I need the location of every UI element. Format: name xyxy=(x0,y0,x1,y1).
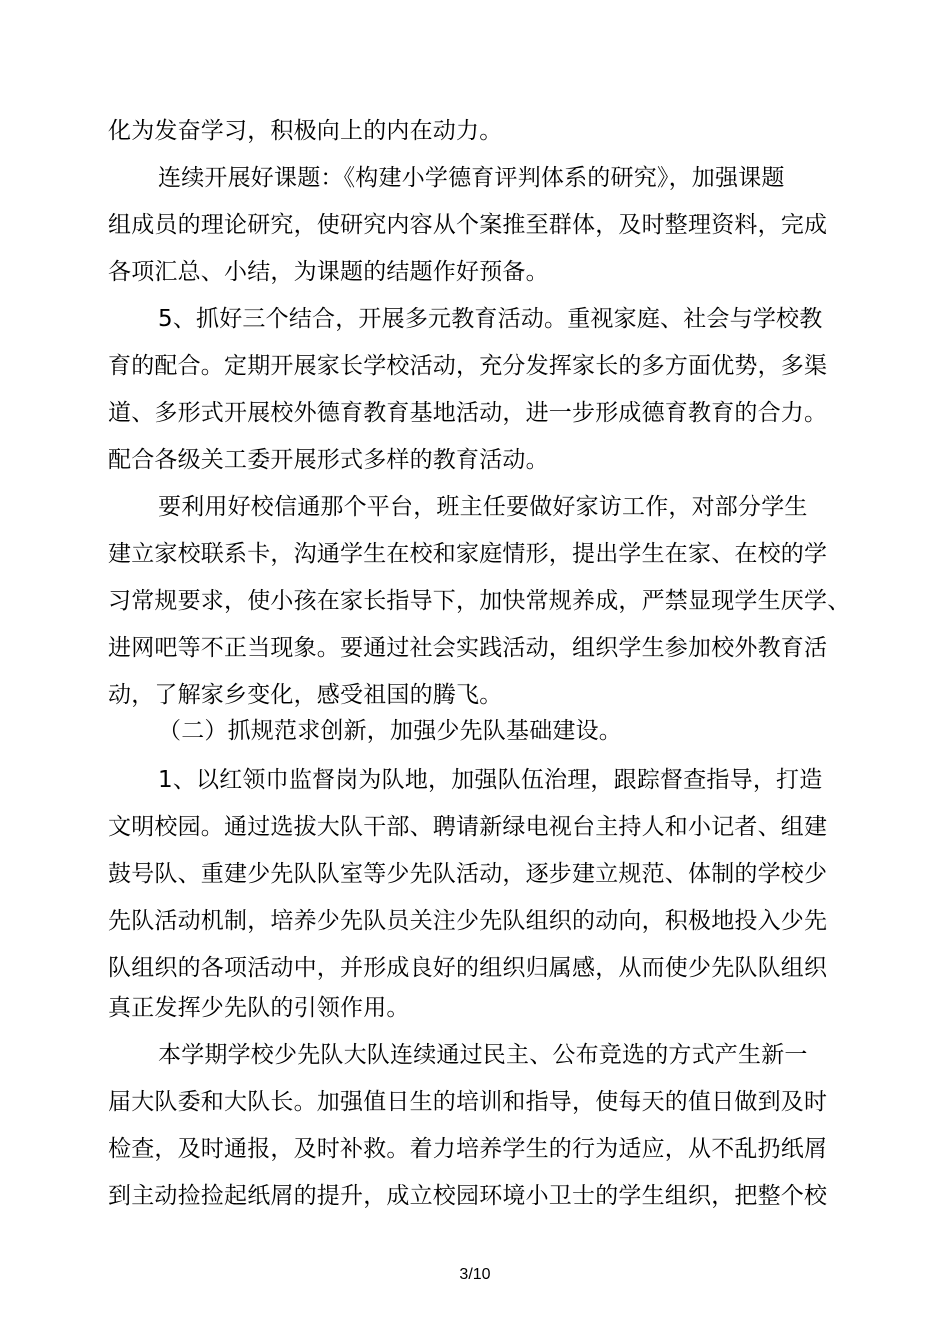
text-line: 育的配合。定期开展家长学校活动，充分发挥家长的多方面优势，多渠 xyxy=(108,353,828,379)
text-line: 5、抓好三个结合，开展多元教育活动。重视家庭、社会与学校教 xyxy=(158,306,823,332)
text-line: 真正发挥少先队的引领作用。 xyxy=(108,995,410,1021)
text-line: 队组织的各项活动中，并形成良好的组织归属感，从而使少先队队组织 xyxy=(108,955,828,981)
text-line: 文明校园。通过选拔大队干部、聘请新绿电视台主持人和小记者、组建 xyxy=(108,814,828,840)
text-line: 1、以红领巾监督岗为队地，加强队伍治理，跟踪督查指导，打造 xyxy=(158,767,823,793)
section-heading: （二）抓规范求创新，加强少先队基础建设。 xyxy=(158,718,622,744)
text-line: 建立家校联系卡，沟通学生在校和家庭情形，提出学生在家、在校的学 xyxy=(108,541,828,567)
text-line: 道、多形式开展校外德育教育基地活动，进一步形成德育教育的合力。 xyxy=(108,400,828,426)
text-line: 到主动捡捡起纸屑的提升，成立校园环境小卫士的学生组织，把整个校 xyxy=(108,1183,828,1209)
text-line: 动，了解家乡变化，感受祖国的腾飞。 xyxy=(108,682,503,708)
text-line: 鼓号队、重建少先队队室等少先队活动，逐步建立规范、体制的学校少 xyxy=(108,861,828,887)
text-line: 组成员的理论研究，使研究内容从个案推至群体，及时整理资料，完成 xyxy=(108,212,828,238)
text-line: 习常规要求，使小孩在家长指导下，加快常规养成，严禁显现学生厌学、 xyxy=(108,588,851,614)
text-line: 先队活动机制，培养少先队员关注少先队组织的动向，积极地投入少先 xyxy=(108,908,828,934)
text-line: 化为发奋学习，积极向上的内在动力。 xyxy=(108,118,503,144)
text-line: 检查，及时通报，及时补救。着力培养学生的行为适应，从不乱扔纸屑 xyxy=(108,1136,828,1162)
text-line: 连续开展好课题：《构建小学德育评判体系的研究》，加强课题 xyxy=(158,165,785,191)
page-number: 3/10 xyxy=(459,1266,491,1283)
text-line: 本学期学校少先队大队连续通过民主、公布竞选的方式产生新一 xyxy=(158,1042,808,1068)
text-line: 届大队委和大队长。加强值日生的培训和指导，使每天的值日做到及时 xyxy=(108,1089,828,1115)
text-line: 进网吧等不正当现象。要通过社会实践活动，组织学生参加校外教育活 xyxy=(108,635,828,661)
text-line: 各项汇总、小结，为课题的结题作好预备。 xyxy=(108,259,549,285)
text-line: 要利用好校信通那个平台，班主任要做好家访工作，对部分学生 xyxy=(158,494,808,520)
text-line: 配合各级关工委开展形式多样的教育活动。 xyxy=(108,447,549,473)
